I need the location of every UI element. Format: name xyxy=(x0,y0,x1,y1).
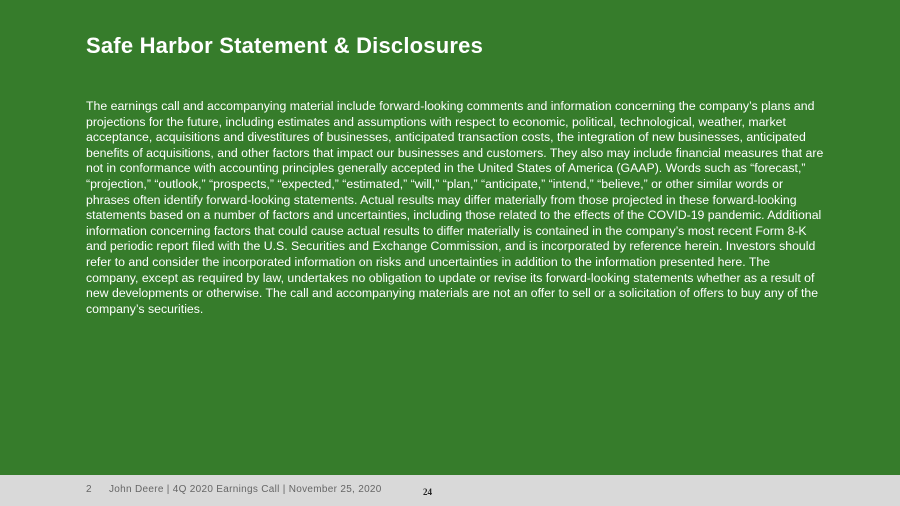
footer-caption: John Deere | 4Q 2020 Earnings Call | November 25, 2020 xyxy=(109,484,382,495)
slide-title: Safe Harbor Statement & Disclosures xyxy=(86,33,484,58)
page-number-label: 24 xyxy=(423,487,432,497)
slide-number: 2 xyxy=(86,484,92,495)
footer-bar xyxy=(0,475,900,506)
disclosure-text: The earnings call and accompanying material include forward-looking comments and information concerning the company’s plans and projections for the future, including estimates and assumptions with respect to economic, political, technological, weather, market acceptance, acquisitions and divestitures of businesses, anticipated transaction costs, the integration of new businesses, anticipated benefits of acquisitions, and other factors that impact our businesses and customers. They also may include financial measures that are not in conformance with accounting principles generally accepted in the United States of America (GAAP). Words such as “forecast,” “projection,” “outlook,” “prospects,” “expected,” “estimated,” “will,” “plan,” “anticipate,” “intend,” “believe,” or other similar words or phrases often identify forward-looking statements. Actual results may differ materially from those projected in these forward-looking statements based on a number of factors and uncertainties, including those related to the effects of the COVID-19 pandemic. Additional information concerning factors that could cause actual results to differ materially is contained in the company’s most recent Form 8-K and periodic report filed with the U.S. Securities and Exchange Commission, and is incorporated by reference herein. Investors should refer to and consider the incorporated information on risks and uncertainties in addition to the information presented here. The company, except as required by law, undertakes no obligation to update or revise its forward-looking statements whether as a result of new developments or otherwise. The call and accompanying materials are not an offer to sell or a solicitation of offers to buy any of the company’s securities. xyxy=(86,99,824,316)
